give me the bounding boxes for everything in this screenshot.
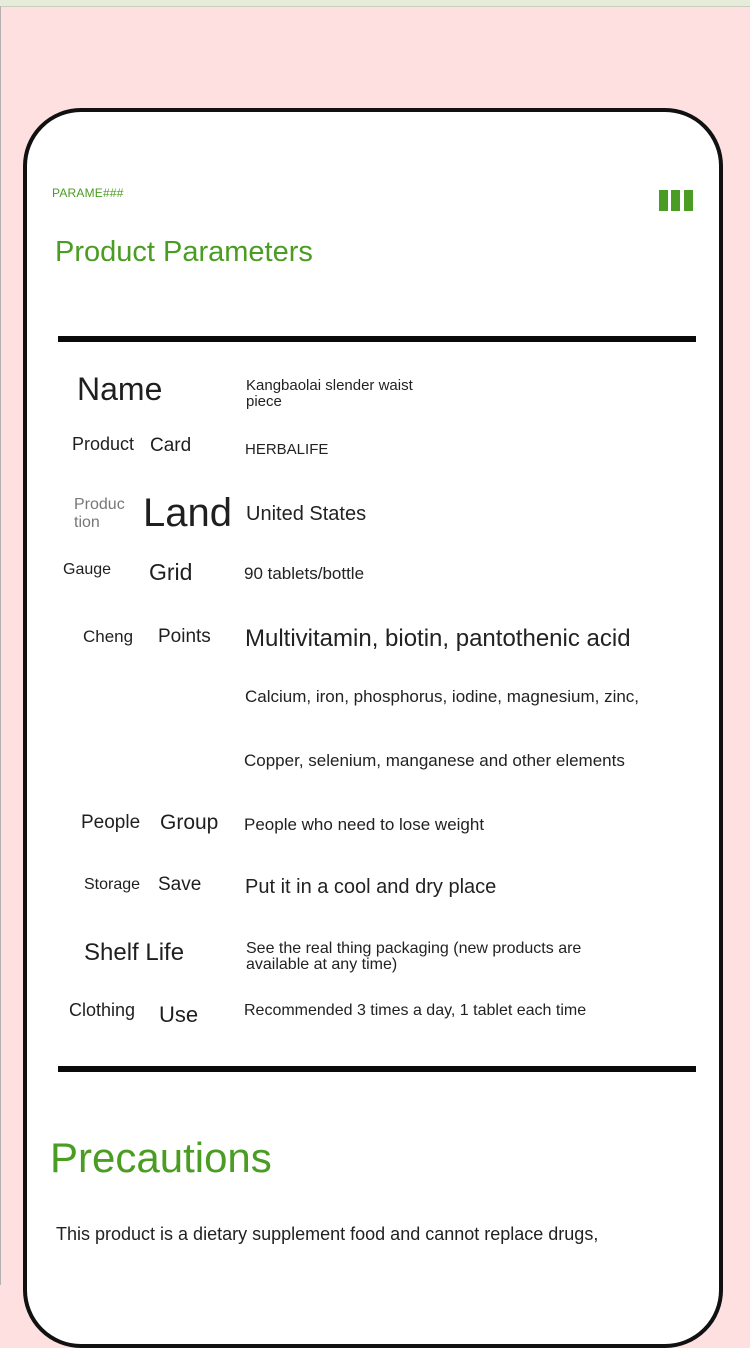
precautions-title: Precautions	[50, 1134, 272, 1181]
brand-label-a: Product	[72, 434, 135, 454]
top-divider	[58, 336, 696, 342]
bars-icon	[659, 190, 693, 211]
usage-value: Recommended 3 times a day, 1 tablet each time	[244, 1002, 587, 1019]
spec-label-b: Grid	[149, 559, 193, 585]
usage-label-a: Clothing	[69, 1000, 136, 1020]
ingredients-label-a: Cheng	[83, 627, 134, 646]
section-tag: PARAME###	[52, 186, 124, 200]
name-value-line1: Kangbaolai slender waist	[246, 377, 413, 394]
ingredients-value-line2: Calcium, iron, phosphorus, iodine, magnesium, zinc,	[245, 687, 640, 706]
origin-value: United States	[246, 503, 367, 525]
brand-value: HERBALIFE	[245, 441, 329, 458]
origin-label-b: Land	[143, 491, 232, 535]
ingredients-value-line3: Copper, selenium, manganese and other elements	[244, 751, 625, 770]
page-title: Product Parameters	[55, 236, 313, 268]
top-strip	[0, 0, 750, 7]
people-label-a: People	[81, 812, 141, 833]
left-edge-line	[0, 6, 1, 1285]
bottom-divider	[58, 1066, 696, 1072]
storage-label-a: Storage	[84, 876, 141, 893]
spec-label-a: Gauge	[63, 561, 112, 578]
name-value-line2: piece	[246, 393, 282, 410]
ingredients-value-line1: Multivitamin, biotin, pantothenic acid	[245, 625, 631, 652]
precautions-text: This product is a dietary supplement food and cannot replace drugs,	[56, 1224, 599, 1244]
origin-label-a-line2: tion	[74, 514, 100, 531]
storage-label-b: Save	[158, 874, 202, 895]
shelf-life-label: Shelf Life	[84, 939, 185, 966]
name-label: Name	[77, 371, 163, 407]
people-label-b: Group	[160, 811, 219, 834]
usage-label-b: Use	[159, 1002, 199, 1027]
people-value: People who need to lose weight	[244, 815, 485, 834]
spec-value: 90 tablets/bottle	[244, 564, 365, 583]
brand-label-b: Card	[150, 435, 192, 456]
origin-label-a-line1: Produc	[74, 496, 125, 513]
ingredients-label-b: Points	[158, 626, 211, 647]
shelf-life-value: See the real thing packaging (new products are available at any time)	[246, 940, 582, 973]
storage-value: Put it in a cool and dry place	[245, 876, 497, 898]
